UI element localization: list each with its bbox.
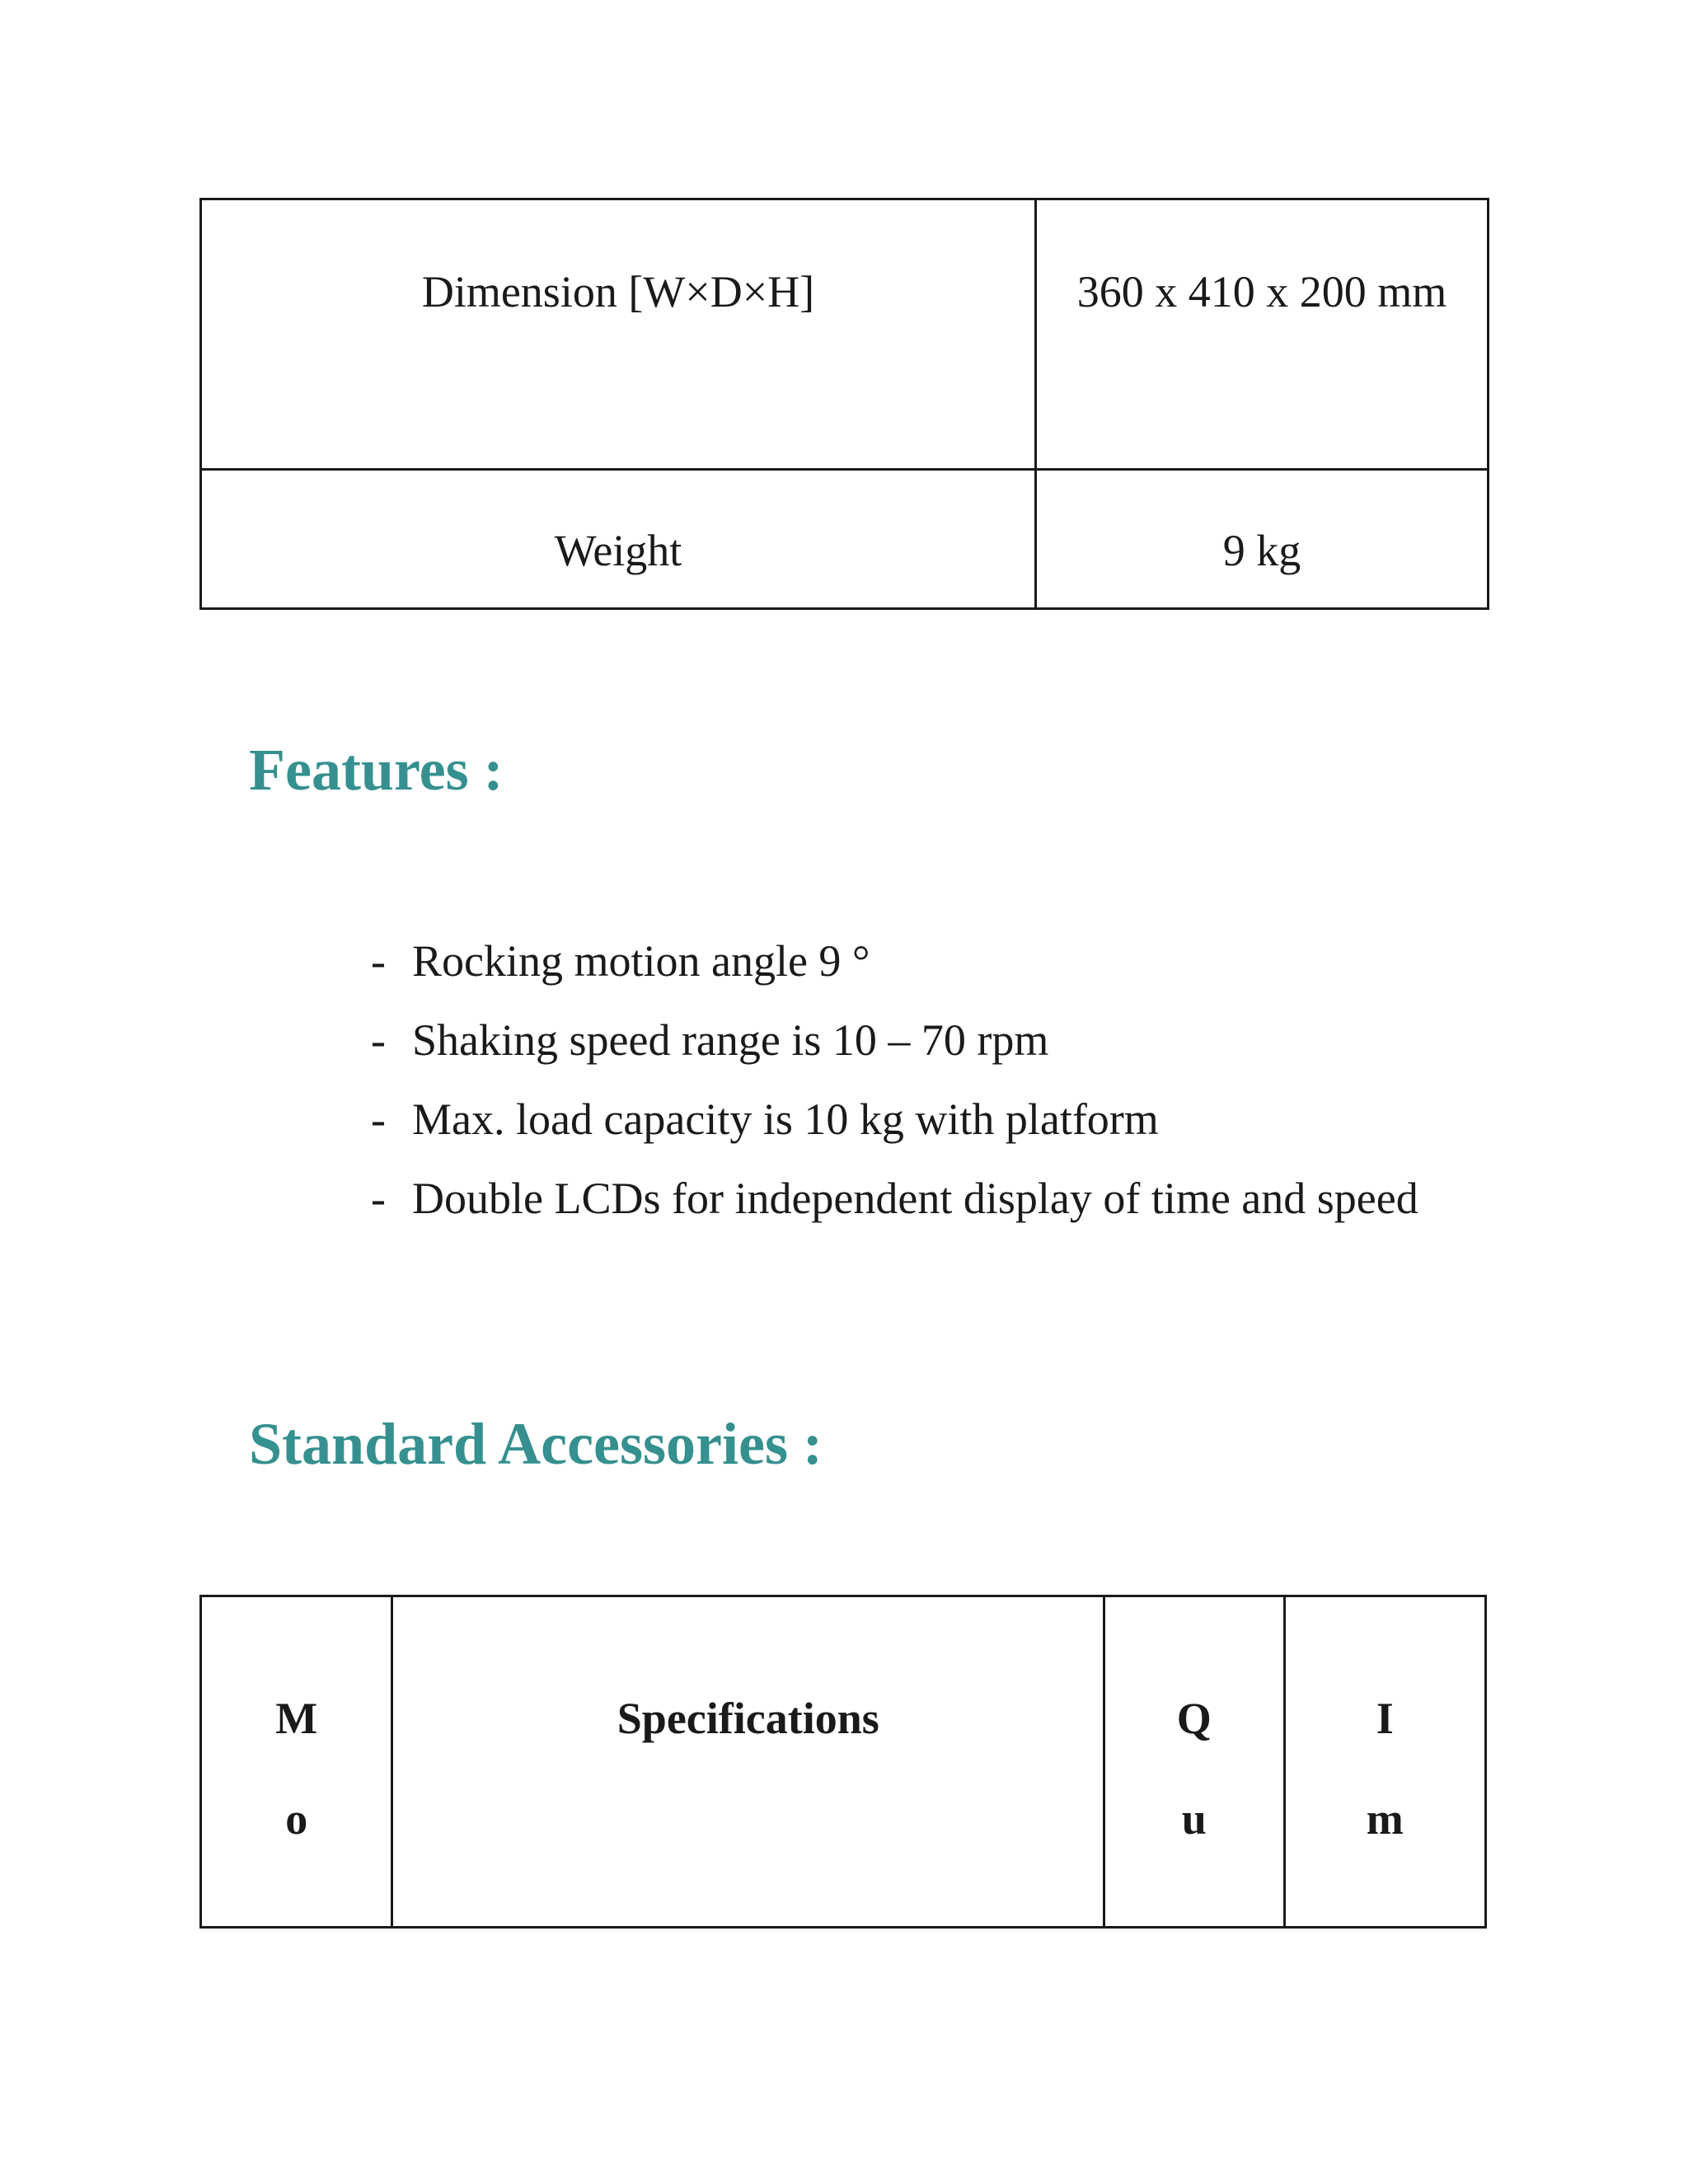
spec-label-cell — [201, 199, 1036, 470]
column-header-label: Im — [1366, 1694, 1404, 1844]
features-heading: Features : — [249, 737, 504, 803]
spec-label: Dimension [W×D×H] — [421, 267, 815, 316]
column-header-image — [1284, 1596, 1486, 1928]
column-header-label: Qu — [1176, 1694, 1212, 1844]
feature-text: Double LCDs for independent display of time and speed — [412, 1174, 1418, 1223]
feature-text: Max. load capacity is 10 kg with platform — [412, 1094, 1159, 1144]
accessories-heading: Standard Accessories : — [249, 1411, 823, 1477]
column-header-model — [201, 1596, 392, 1928]
column-header-specifications — [392, 1596, 1104, 1928]
list-item — [371, 921, 1508, 1001]
spec-label: Weight — [554, 526, 682, 575]
table-header-row — [201, 1596, 1486, 1928]
feature-text: Rocking motion angle 9 ° — [412, 936, 870, 986]
list-item — [371, 1080, 1508, 1159]
spec-value: 9 kg — [1222, 526, 1301, 575]
accessories-table — [199, 1595, 1487, 1929]
dash-bullet: - — [371, 1174, 386, 1223]
spec-value-cell — [1036, 199, 1489, 470]
column-header-quantity — [1104, 1596, 1284, 1928]
spec-table — [199, 198, 1489, 610]
spec-label-cell — [201, 470, 1036, 609]
dash-bullet: - — [371, 1015, 386, 1065]
spec-value: 360 x 410 x 200 mm — [1076, 267, 1447, 316]
list-item — [371, 1001, 1508, 1080]
features-list — [371, 921, 1508, 1238]
table-row — [201, 199, 1489, 470]
feature-text: Shaking speed range is 10 – 70 rpm — [412, 1015, 1049, 1065]
column-header-label: Mo — [275, 1694, 318, 1844]
dash-bullet: - — [371, 936, 386, 986]
dash-bullet: - — [371, 1094, 386, 1144]
column-header-label: Specifications — [617, 1694, 879, 1743]
table-row — [201, 470, 1489, 609]
list-item — [371, 1159, 1508, 1238]
spec-value-cell — [1036, 470, 1489, 609]
